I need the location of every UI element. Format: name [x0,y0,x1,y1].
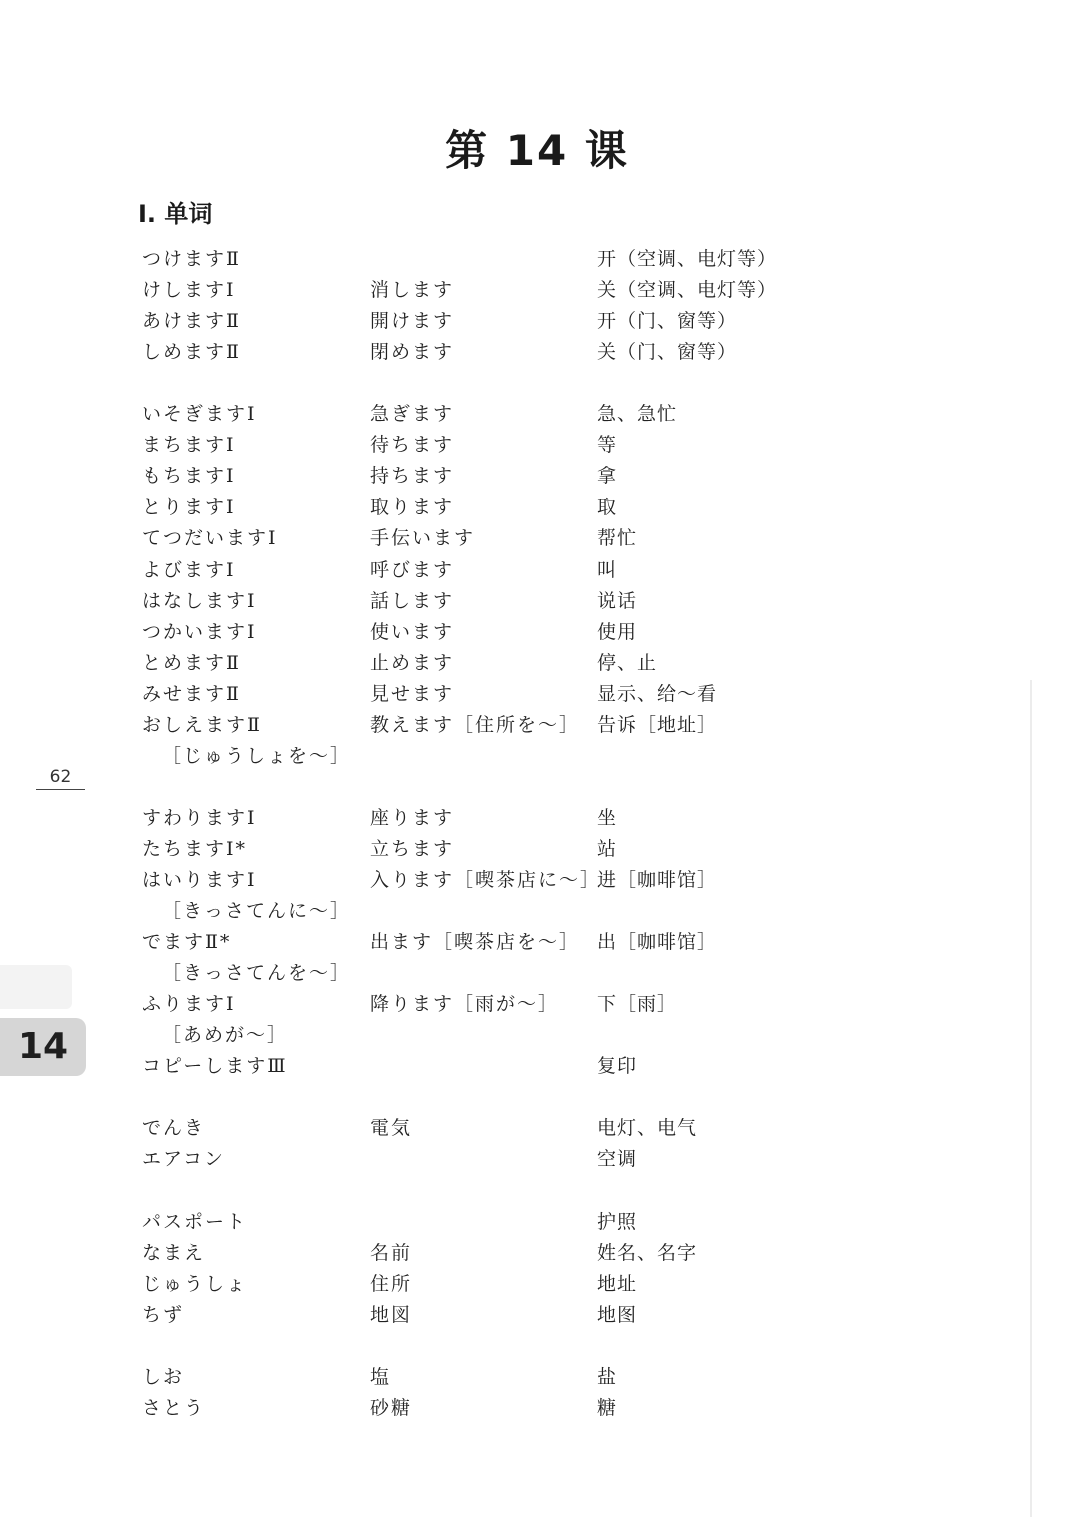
vocab-row [0,803,1074,834]
vocab-kanji: 座ります [370,807,455,829]
vocab-kanji: 急ぎます [370,403,455,425]
vocab-meaning: 告诉［地址］ [597,714,718,736]
vocab-row [0,741,1074,772]
vocab-row [0,679,1074,710]
vocab-meaning: 取 [597,496,618,518]
vocab-meaning: 进［咖啡馆］ [597,869,718,891]
vocab-meaning: 停、止 [597,652,658,674]
vocab-kanji: 出ます［喫茶店を～］ [370,931,581,953]
vocab-reading: しめますⅡ [142,341,241,363]
vocab-reading: つかいますⅠ [142,621,257,643]
vocab-kanji: 止めます [370,652,455,674]
vocab-row [0,1020,1074,1051]
vocab-row [0,617,1074,648]
vocab-row [0,492,1074,523]
vocab-reading: てつだいますⅠ [142,527,278,549]
vocab-row [0,1144,1074,1175]
section-title: I. 单词 [138,200,213,228]
vocab-reading: なまえ [142,1242,206,1264]
vocab-row [0,275,1074,306]
vocab-reading: みせますⅡ [142,683,241,705]
vocab-reading: けしますⅠ [142,279,236,301]
vocab-meaning: 地址 [597,1273,638,1295]
vocab-meaning: 说话 [597,590,638,612]
vocab-meaning: 下［雨］ [597,993,678,1015]
vocab-meaning: 开（门、窗等） [597,310,738,332]
page-number: 62 [36,765,85,790]
chapter-tab: 14 [0,1018,86,1076]
vocab-row [0,337,1074,368]
vocab-reading: まちますⅠ [142,434,236,456]
vocab-row [0,648,1074,679]
vocab-row [0,586,1074,617]
vocab-meaning: 关（门、窗等） [597,341,738,363]
vocab-kanji: 立ちます [370,838,455,860]
vocab-row [0,989,1074,1020]
vocab-reading: さとう [142,1397,206,1419]
vocab-reading: じゅうしょ [142,1273,248,1295]
vocab-row [0,958,1074,989]
vocab-row [0,1269,1074,1300]
vocab-reading: つけますⅡ [142,248,241,270]
vocab-row [0,306,1074,337]
vocab-row [0,244,1074,275]
vocab-row [0,555,1074,586]
vocab-meaning: 显示、给～看 [597,683,718,705]
vocab-meaning: 姓名、名字 [597,1242,698,1264]
vocab-row [0,834,1074,865]
vocab-meaning: 复印 [597,1055,638,1077]
vocab-row [0,1051,1074,1082]
vocab-reading: でんき [142,1117,206,1139]
vocab-reading: はいりますⅠ [142,869,257,891]
vocab-reading: いそぎますⅠ [142,403,257,425]
vocab-kanji: 持ちます [370,465,455,487]
vocab-meaning: 电灯、电气 [597,1117,698,1139]
vocab-kanji: 塩 [370,1366,392,1388]
vocab-row [0,710,1074,741]
vocab-kanji: 名前 [370,1242,413,1264]
page-title: 第 14 课 [445,126,629,175]
vocab-row [0,399,1074,430]
vocab-meaning: 使用 [597,621,638,643]
vocab-meaning: 急、急忙 [597,403,678,425]
vocab-kanji: 使います [370,621,455,643]
vocab-row [0,865,1074,896]
vocab-row [0,896,1074,927]
vocab-reading: すわりますⅠ [142,807,257,829]
vocab-meaning: 空调 [597,1148,638,1170]
vocab-reading: よびますⅠ [142,559,236,581]
vocab-reading: ［あめが～］ [162,1024,289,1046]
vocab-reading: たちますⅠ* [142,838,248,860]
vocab-meaning: 坐 [597,807,618,829]
vocab-meaning: 等 [597,434,618,456]
vocab-reading: でますⅡ* [142,931,232,953]
vocab-kanji: 地図 [370,1304,413,1326]
vocab-kanji: 取ります [370,496,455,518]
vocab-meaning: 盐 [597,1366,618,1388]
vocab-reading: ちず [142,1304,185,1326]
vocab-reading: ふりますⅠ [142,993,236,1015]
vocab-kanji: 話します [370,590,455,612]
vocab-reading: もちますⅠ [142,465,236,487]
vocab-row [0,1300,1074,1331]
vocab-kanji: 砂糖 [370,1397,413,1419]
vocab-row [0,1207,1074,1238]
vocab-row [0,927,1074,958]
vocab-kanji: 消します [370,279,455,301]
vocab-reading: おしえますⅡ [142,714,262,736]
vocab-kanji: 降ります［雨が～］ [370,993,560,1015]
vocab-row [0,1238,1074,1269]
vocab-row [0,523,1074,554]
vocab-kanji: 開けます [370,310,455,332]
vocab-meaning: 护照 [597,1211,638,1233]
vocab-row [0,1393,1074,1424]
vocab-reading: ［きっさてんを～］ [162,962,352,984]
vocab-meaning: 关（空调、电灯等） [597,279,778,301]
vocab-reading: ［じゅうしょを～］ [162,745,352,767]
vocab-reading: はなしますⅠ [142,590,257,612]
vocab-row [0,461,1074,492]
vocab-meaning: 开（空调、电灯等） [597,248,778,270]
vocab-kanji: 住所 [370,1273,413,1295]
vocab-meaning: 糖 [597,1397,618,1419]
vocab-kanji: 閉めます [370,341,455,363]
vocab-meaning: 地图 [597,1304,638,1326]
vocab-row [0,1113,1074,1144]
vocab-row [0,1362,1074,1393]
vocab-row [0,430,1074,461]
vocab-reading: とりますⅠ [142,496,236,518]
vocab-kanji: 呼びます [370,559,455,581]
vocab-kanji: 見せます [370,683,455,705]
vocab-meaning: 帮忙 [597,527,638,549]
vocab-meaning: 叫 [597,559,618,581]
vocab-meaning: 出［咖啡馆］ [597,931,718,953]
vocab-reading: あけますⅡ [142,310,241,332]
vocab-kanji: 待ちます [370,434,455,456]
vocab-kanji: 教えます［住所を～］ [370,714,581,736]
vocab-reading: コピーしますⅢ [142,1055,288,1077]
vocab-reading: パスポート [142,1211,248,1233]
vocab-reading: ［きっさてんに～］ [162,900,352,922]
vocab-reading: とめますⅡ [142,652,241,674]
vocab-reading: しお [142,1366,185,1388]
vocab-kanji: 入ります［喫茶店に～］ [370,869,602,891]
vocab-kanji: 手伝います [370,527,476,549]
vocab-reading: エアコン [142,1148,226,1170]
vocab-meaning: 拿 [597,465,618,487]
vocab-kanji: 電気 [370,1117,413,1139]
vocab-meaning: 站 [597,838,618,860]
